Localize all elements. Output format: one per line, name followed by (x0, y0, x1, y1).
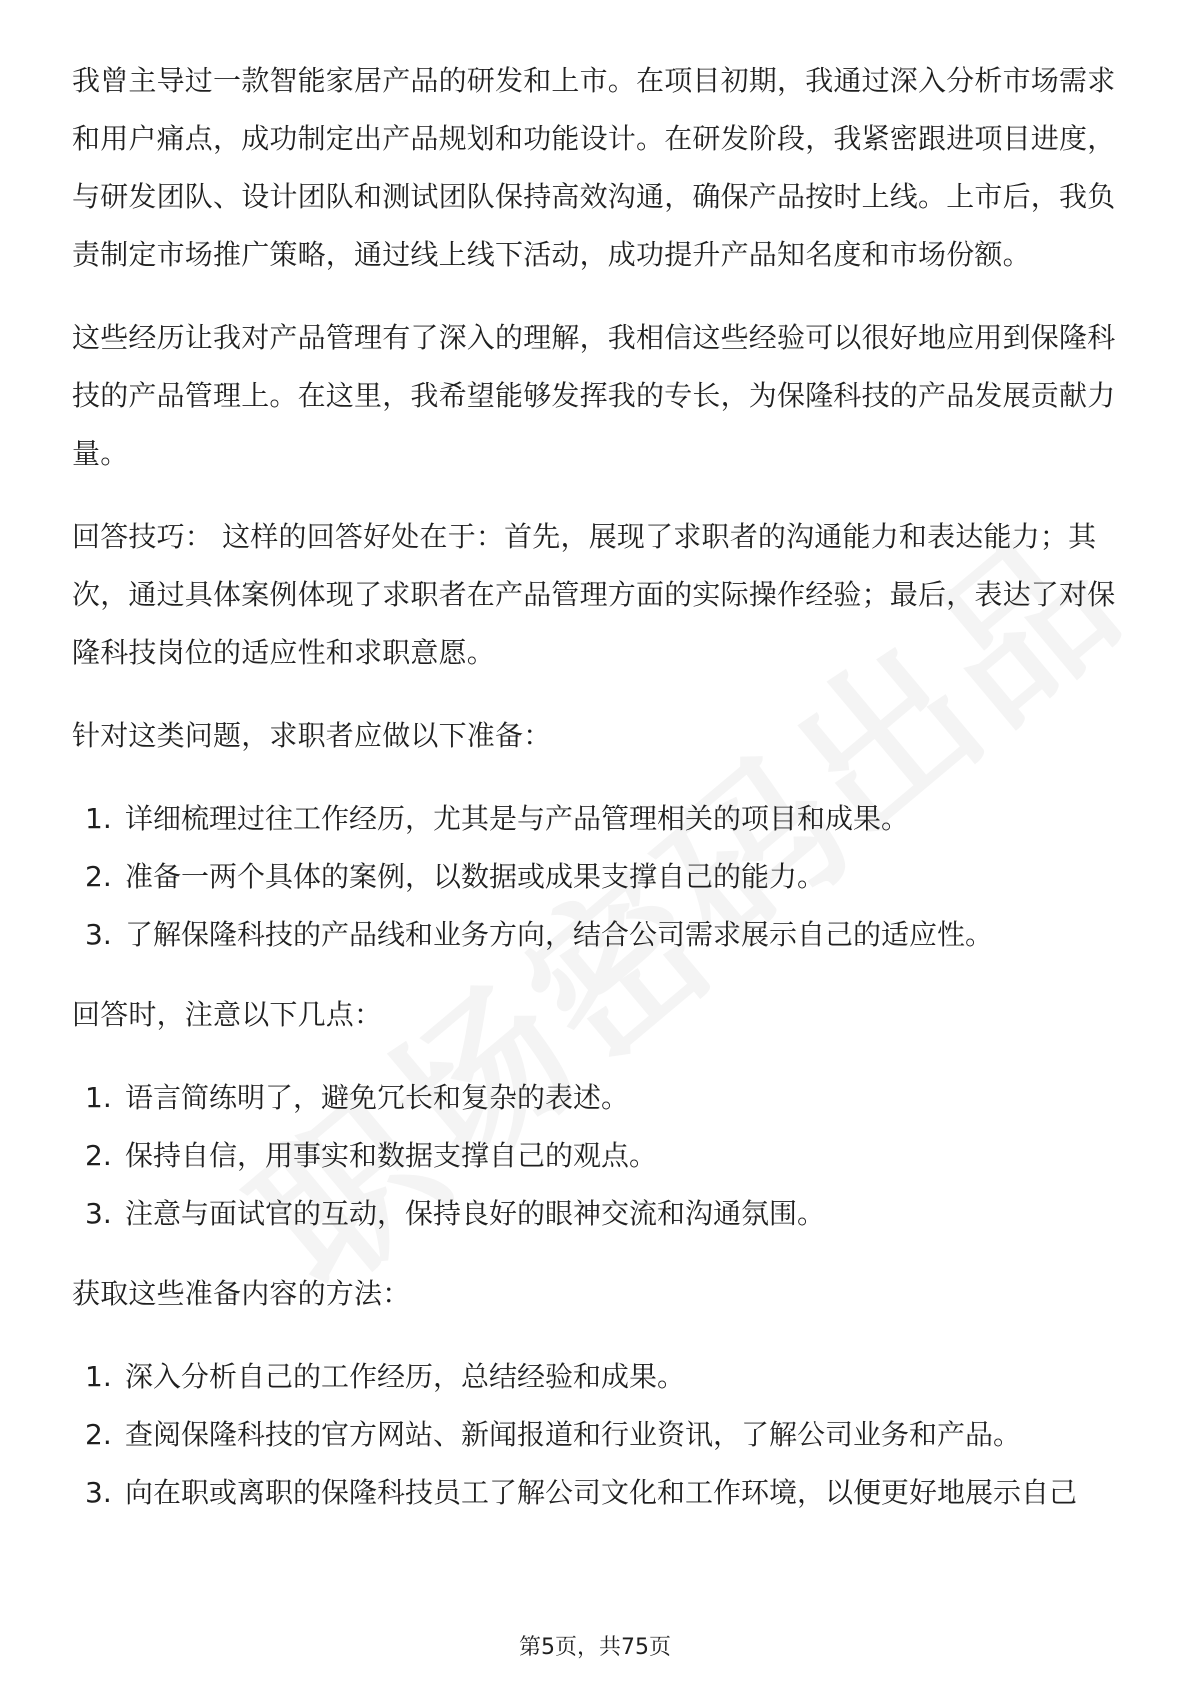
list-text: 向在职或离职的保隆科技员工了解公司文化和工作环境，以便更好地展示自己 (125, 1476, 1078, 1509)
list-item (72, 1348, 1122, 1406)
list-number: 1. (85, 1081, 112, 1114)
list-number: 1. (85, 802, 112, 835)
list-number: 1. (85, 1360, 112, 1393)
list-item (72, 1069, 1122, 1127)
answer-notes-list (72, 1069, 1122, 1243)
list-text: 查阅保隆科技的官方网站、新闻报道和行业资讯，了解公司业务和产品。 (125, 1418, 1022, 1451)
page-footer (0, 1630, 1190, 1661)
paragraph-reflection: 这些经历让我对产品管理有了深入的理解，我相信这些经验可以很好地应用到保隆科技的产品管理上。在这里，我希望能够发挥我的专长，为保隆科技的产品发展贡献力量。 (72, 321, 1116, 470)
list-item (72, 848, 1122, 906)
list-item (72, 1185, 1122, 1243)
heading-methods: 获取这些准备内容的方法： (72, 1277, 411, 1310)
list-item (72, 1127, 1122, 1185)
preparation-list (72, 790, 1122, 964)
paragraph-answer-tips: 回答技巧： 这样的回答好处在于：首先，展现了求职者的沟通能力和表达能力；其次，通过具体案例体现了求职者在产品管理方面的实际操作经验；最后，表达了对保隆科技岗位的适应性和求职意愿。 (72, 520, 1116, 669)
list-number: 3. (85, 1197, 112, 1230)
list-number: 3. (85, 918, 112, 951)
methods-list (72, 1348, 1122, 1522)
list-number: 3. (85, 1476, 112, 1509)
list-number: 2. (85, 1139, 112, 1172)
list-text: 注意与面试官的互动，保持良好的眼神交流和沟通氛围。 (125, 1197, 826, 1230)
list-item (72, 906, 1122, 964)
list-item (72, 1464, 1122, 1522)
list-item (72, 1406, 1122, 1464)
list-item (72, 790, 1122, 848)
page-number: 第5页，共75页 (519, 1635, 671, 1660)
list-text: 了解保隆科技的产品线和业务方向，结合公司需求展示自己的适应性。 (125, 918, 994, 951)
list-text: 准备一两个具体的案例，以数据或成果支撑自己的能力。 (125, 860, 826, 893)
document-body (72, 52, 1122, 1544)
heading-preparation: 针对这类问题，求职者应做以下准备： (72, 719, 552, 752)
list-number: 2. (85, 860, 112, 893)
list-text: 保持自信，用事实和数据支撑自己的观点。 (125, 1139, 658, 1172)
list-text: 语言简练明了，避免冗长和复杂的表述。 (125, 1081, 630, 1114)
list-text: 详细梳理过往工作经历，尤其是与产品管理相关的项目和成果。 (125, 802, 910, 835)
heading-answer-notes: 回答时，注意以下几点： (72, 998, 383, 1031)
paragraph-project-experience: 我曾主导过一款智能家居产品的研发和上市。在项目初期，我通过深入分析市场需求和用户痛点，成功制定出产品规划和功能设计。在研发阶段，我紧密跟进项目进度，与研发团队、设计团队和测试团队保持高效沟通，确保产品按时上线。上市后，我负责制定市场推广策略，通过线上线下活动，成功提升产品知名度和市场份额。 (72, 64, 1116, 271)
list-number: 2. (85, 1418, 112, 1451)
list-text: 深入分析自己的工作经历，总结经验和成果。 (125, 1360, 686, 1393)
